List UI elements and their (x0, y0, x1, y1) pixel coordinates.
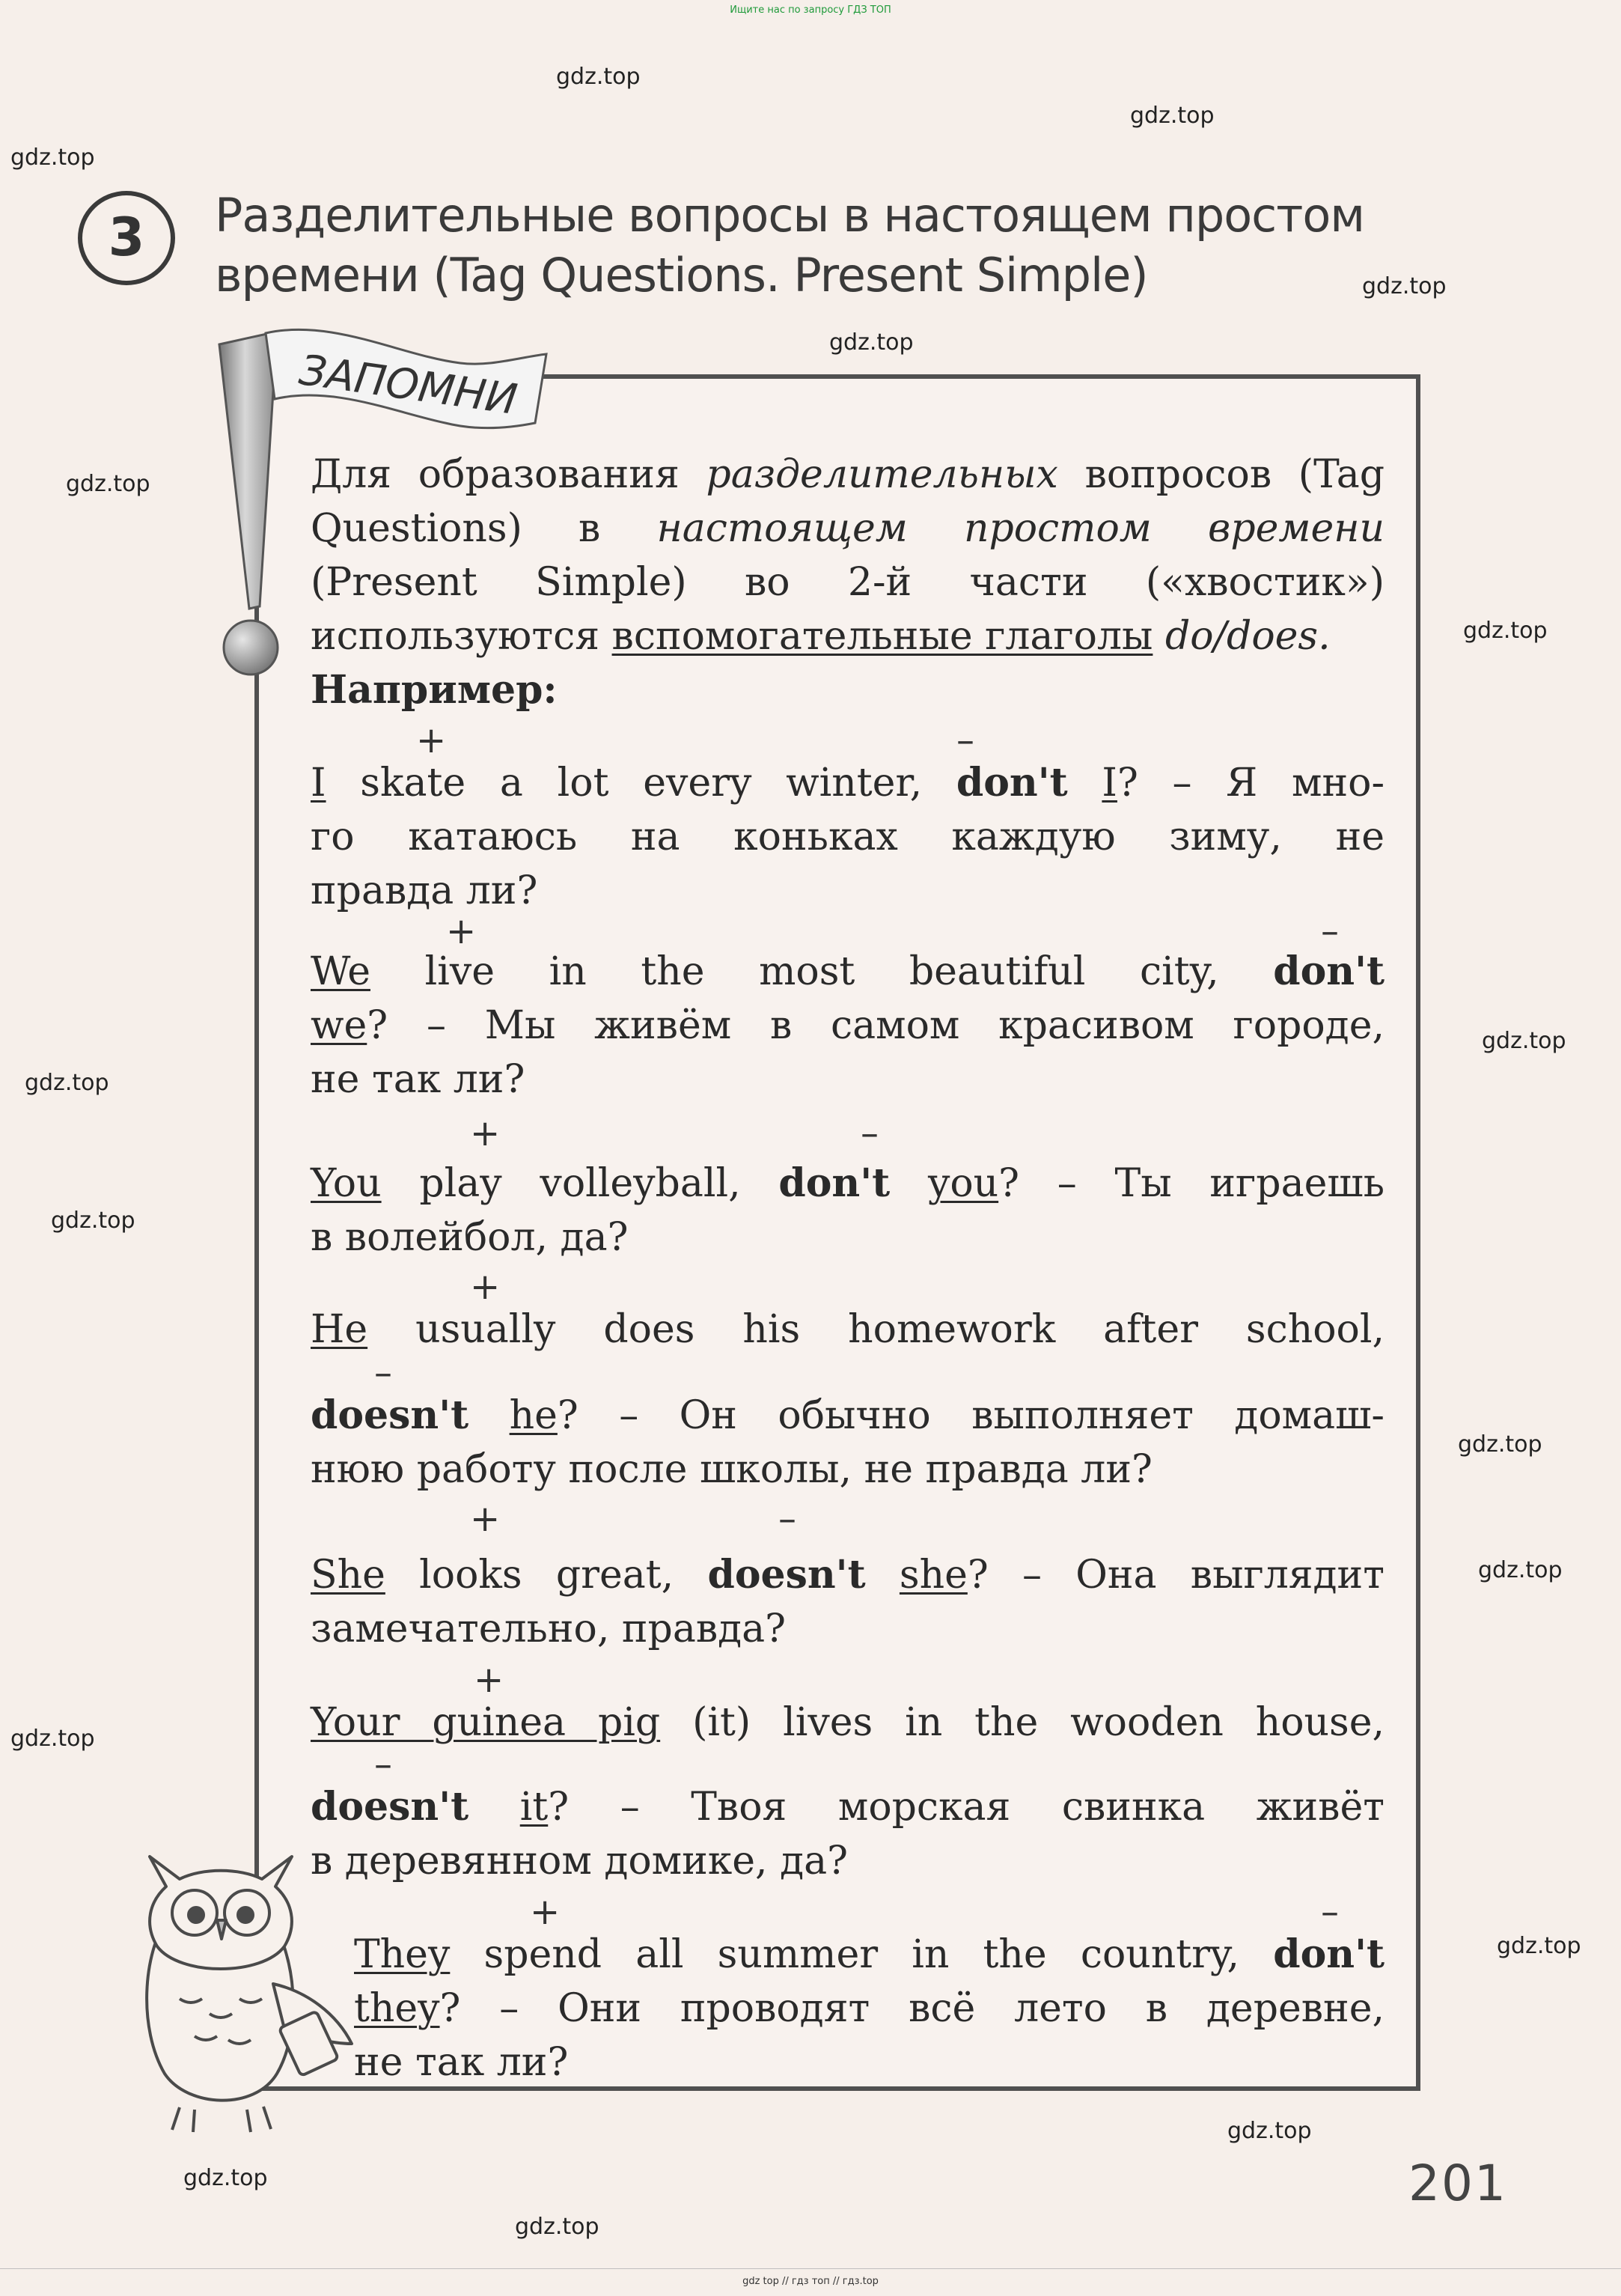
watermark: gdz.top (51, 1208, 135, 1234)
plus-sign: + (474, 1659, 504, 1701)
example-6-line-1: Your guinea pig (it) lives in the wooden house, (311, 1700, 1385, 1745)
example-7-line-3: не так ли? (354, 2040, 569, 2085)
plus-sign: + (470, 1112, 501, 1154)
watermark: gdz.top (1130, 103, 1215, 129)
example-4-line-3: нюю работу после школы, не правда ли? (311, 1447, 1153, 1492)
example-5-line-2: замечательно, правда? (311, 1607, 786, 1651)
example-2-line-2: we? – Мы живём в самом красивом городе, (311, 1003, 1385, 1048)
minus-sign: – (374, 1352, 392, 1394)
page-number: 201 (1408, 2155, 1507, 2212)
example-6-line-2: doesn't it? – Твоя морская свинка живёт (311, 1784, 1385, 1830)
example-7-line-2: they? – Они проводят всё лето в деревне, (354, 1986, 1385, 2031)
watermark: gdz.top (829, 329, 914, 356)
example-7-line-1: They spend all summer in the country, don't (354, 1931, 1385, 1977)
remember-banner: ЗАПОМНИ (296, 346, 520, 425)
title-line-1: Разделительные вопросы в настоящем простом (215, 188, 1365, 243)
rule-line-2: Questions) в настоящем простом времени (311, 506, 1385, 551)
plus-sign: + (470, 1266, 501, 1308)
plus-sign: + (470, 1498, 501, 1540)
watermark: gdz.top (1478, 1557, 1563, 1583)
section-title (215, 186, 1472, 305)
example-4-line-1: He usually does his homework after school, (311, 1307, 1385, 1352)
top-note: Ищите нас по запросу ГДЗ ТОП (730, 4, 891, 16)
plus-sign: + (416, 719, 447, 761)
minus-sign: – (778, 1498, 796, 1540)
example-5-line-1: She looks great, doesn't she? – Она выглядит (311, 1552, 1385, 1598)
watermark: gdz.top (10, 144, 95, 171)
example-2-line-3: не так ли? (311, 1057, 525, 1102)
example-1-line-3: правда ли? (311, 868, 538, 913)
footer-divider (0, 2268, 1621, 2269)
watermark: gdz.top (1362, 273, 1447, 299)
watermark: gdz.top (25, 1070, 109, 1096)
plus-sign: + (530, 1891, 561, 1933)
rule-line-4: используются вспомогательные глаголы do/does. (311, 614, 1331, 659)
example-label: Например: (311, 667, 558, 713)
watermark: gdz.top (10, 1726, 95, 1752)
watermark: gdz.top (1482, 1028, 1566, 1054)
example-1-line-2: го катаюсь на коньках каждую зиму, не (311, 814, 1385, 859)
example-3-line-2: в волейбол, да? (311, 1215, 629, 1260)
minus-sign: – (861, 1112, 879, 1154)
rule-line-1: Для образования разделительных вопросов (Tag (311, 452, 1385, 497)
watermark: gdz.top (1458, 1431, 1542, 1458)
minus-sign: – (1321, 1891, 1339, 1933)
watermark: gdz.top (556, 64, 641, 90)
example-2-line-1: We live in the most beautiful city, don't (311, 948, 1385, 994)
title-line-2: времени (Tag Questions. Present Simple) (215, 248, 1148, 302)
example-3-line-1: You play volleyball, don't you? – Ты играешь (311, 1160, 1385, 1206)
bottom-note: gdz top // гдз топ // гдз.top (742, 2276, 879, 2287)
plus-sign: + (446, 910, 477, 952)
minus-sign: – (374, 1744, 392, 1785)
watermark: gdz.top (515, 2214, 599, 2240)
minus-sign: – (1321, 910, 1339, 952)
owl-illustration (97, 1827, 367, 2141)
watermark: gdz.top (183, 2165, 268, 2191)
section-number: 3 (78, 191, 175, 285)
watermark: gdz.top (66, 471, 150, 497)
example-6-line-3: в деревянном домике, да? (311, 1839, 848, 1884)
example-1-line-1: I skate a lot every winter, don't I? – Я мно- (311, 760, 1385, 806)
rule-line-3: (Present Simple) во 2-й части («хвостик») (311, 560, 1385, 605)
example-4-line-2: doesn't he? – Он обычно выполняет домаш- (311, 1392, 1385, 1438)
watermark: gdz.top (1497, 1933, 1581, 1959)
minus-sign: – (956, 719, 974, 761)
watermark: gdz.top (1227, 2118, 1312, 2144)
watermark: gdz.top (1463, 618, 1548, 644)
